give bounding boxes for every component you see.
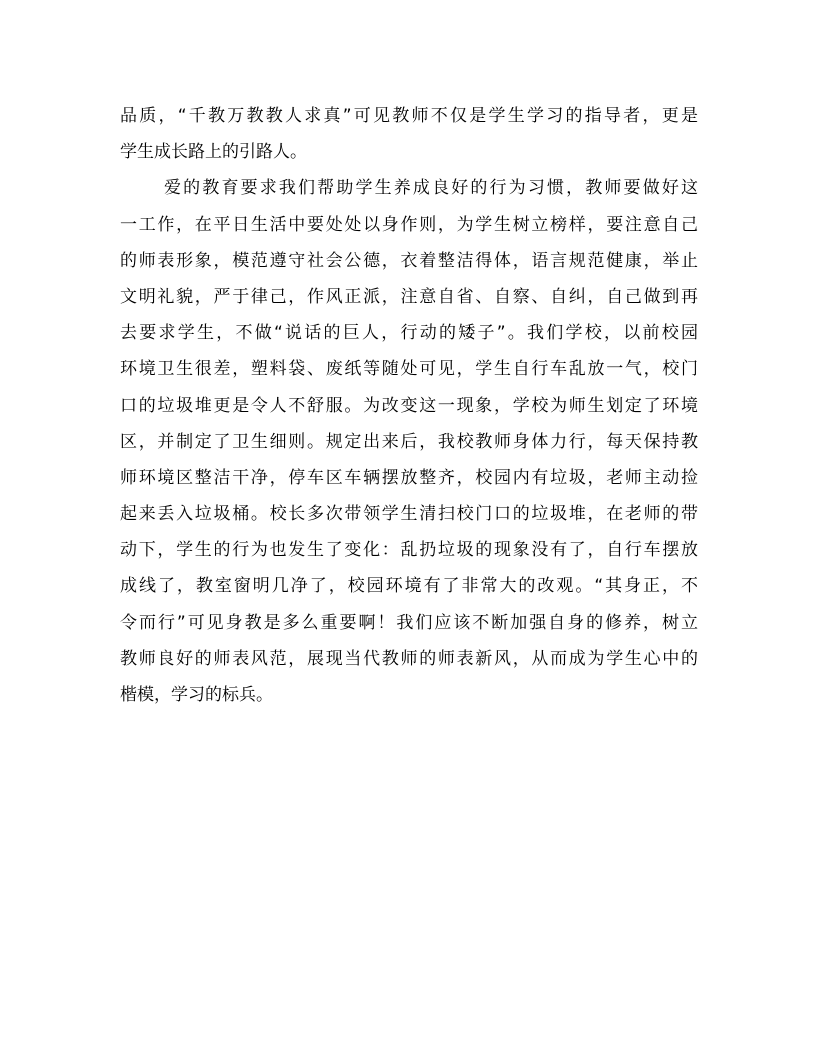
text-line: 成线了，教室窗明几净了，校园环境有了非常大的改观。“其身正，不 xyxy=(120,576,698,597)
text-line: 口的垃圾堆更是令人不舒服。为改变这一现象，学校为师生划定了环境 xyxy=(120,395,698,416)
text-line: 师环境区整洁干净，停车区车辆摆放整齐，校园内有垃圾，老师主动捡 xyxy=(120,467,698,488)
paragraph-start-line: 爱的教育要求我们帮助学生养成良好的行为习惯，教师要做好这 xyxy=(164,178,698,199)
text-line: 的师表形象，模范遵守社会公德，衣着整洁得体，语言规范健康，举止 xyxy=(120,250,698,271)
text-line: 去要求学生，不做“说话的巨人，行动的矮子”。我们学校，以前校园 xyxy=(120,323,698,344)
text-line: 文明礼貌，严于律己，作风正派，注意自省、自察、自纠，自己做到再 xyxy=(120,286,698,307)
text-line: 一工作，在平日生活中要处处以身作则，为学生树立榜样，要注意自己 xyxy=(120,214,698,235)
text-line: 令而行”可见身教是多么重要啊！我们应该不断加强自身的修养，树立 xyxy=(120,612,698,633)
text-line: 起来丢入垃圾桶。校长多次带领学生清扫校门口的垃圾堆，在老师的带 xyxy=(120,504,698,525)
text-line: 品质，“千教万教教人求真”可见教师不仅是学生学习的指导者，更是 xyxy=(120,106,698,126)
text-line: 动下，学生的行为也发生了变化：乱扔垃圾的现象没有了，自行车摆放 xyxy=(120,540,698,561)
text-line: 环境卫生很差，塑料袋、废纸等随处可见，学生自行车乱放一气，校门 xyxy=(120,359,698,380)
body-text xyxy=(120,98,698,713)
text-line: 教师良好的师表风范，展现当代教师的师表新风，从而成为学生心中的 xyxy=(120,648,698,669)
paragraph-end-line: 楷模，学习的标兵。 xyxy=(120,685,273,705)
text-line: 区，并制定了卫生细则。规定出来后，我校教师身体力行，每天保持教 xyxy=(120,431,698,452)
paragraph-end-line: 学生成长路上的引路人。 xyxy=(120,142,307,163)
